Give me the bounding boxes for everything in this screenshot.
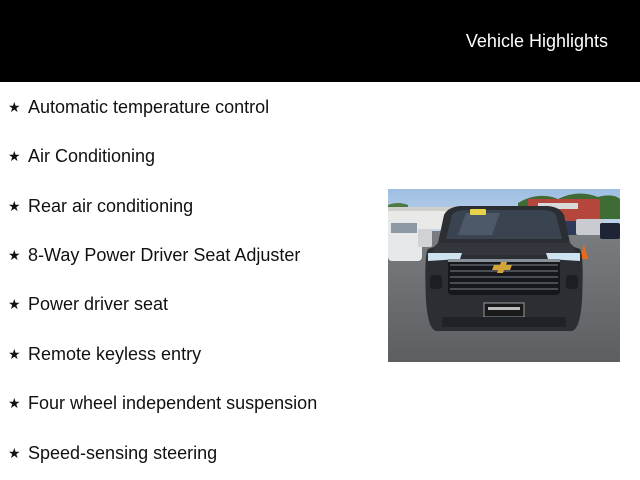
star-icon: ★: [8, 247, 21, 263]
star-icon: ★: [8, 198, 21, 214]
star-icon: ★: [8, 445, 21, 461]
vehicle-photo: [388, 189, 620, 362]
feature-label: 8-Way Power Driver Seat Adjuster: [28, 245, 301, 265]
feature-label: Rear air conditioning: [28, 196, 194, 216]
feature-label: Remote keyless entry: [28, 344, 202, 364]
list-item: [8, 243, 300, 267]
feature-label: Air Conditioning: [28, 146, 156, 166]
list-item: [8, 95, 269, 119]
feature-label: Four wheel independent suspension: [28, 393, 318, 413]
star-icon: ★: [8, 296, 21, 312]
star-icon: ★: [8, 395, 21, 411]
feature-label: Speed-sensing steering: [28, 443, 218, 463]
list-item: [8, 144, 155, 168]
star-icon: ★: [8, 346, 21, 362]
page-title: Vehicle Highlights: [465, 31, 608, 51]
star-icon: ★: [8, 99, 21, 115]
header-bar: [0, 0, 640, 82]
list-item: [8, 391, 317, 415]
list-item: [8, 292, 168, 316]
list-item: [8, 342, 201, 366]
list-item: [8, 441, 217, 465]
feature-label: Automatic temperature control: [28, 97, 270, 117]
star-icon: ★: [8, 148, 21, 164]
list-item: [8, 194, 193, 218]
feature-label: Power driver seat: [28, 294, 169, 314]
